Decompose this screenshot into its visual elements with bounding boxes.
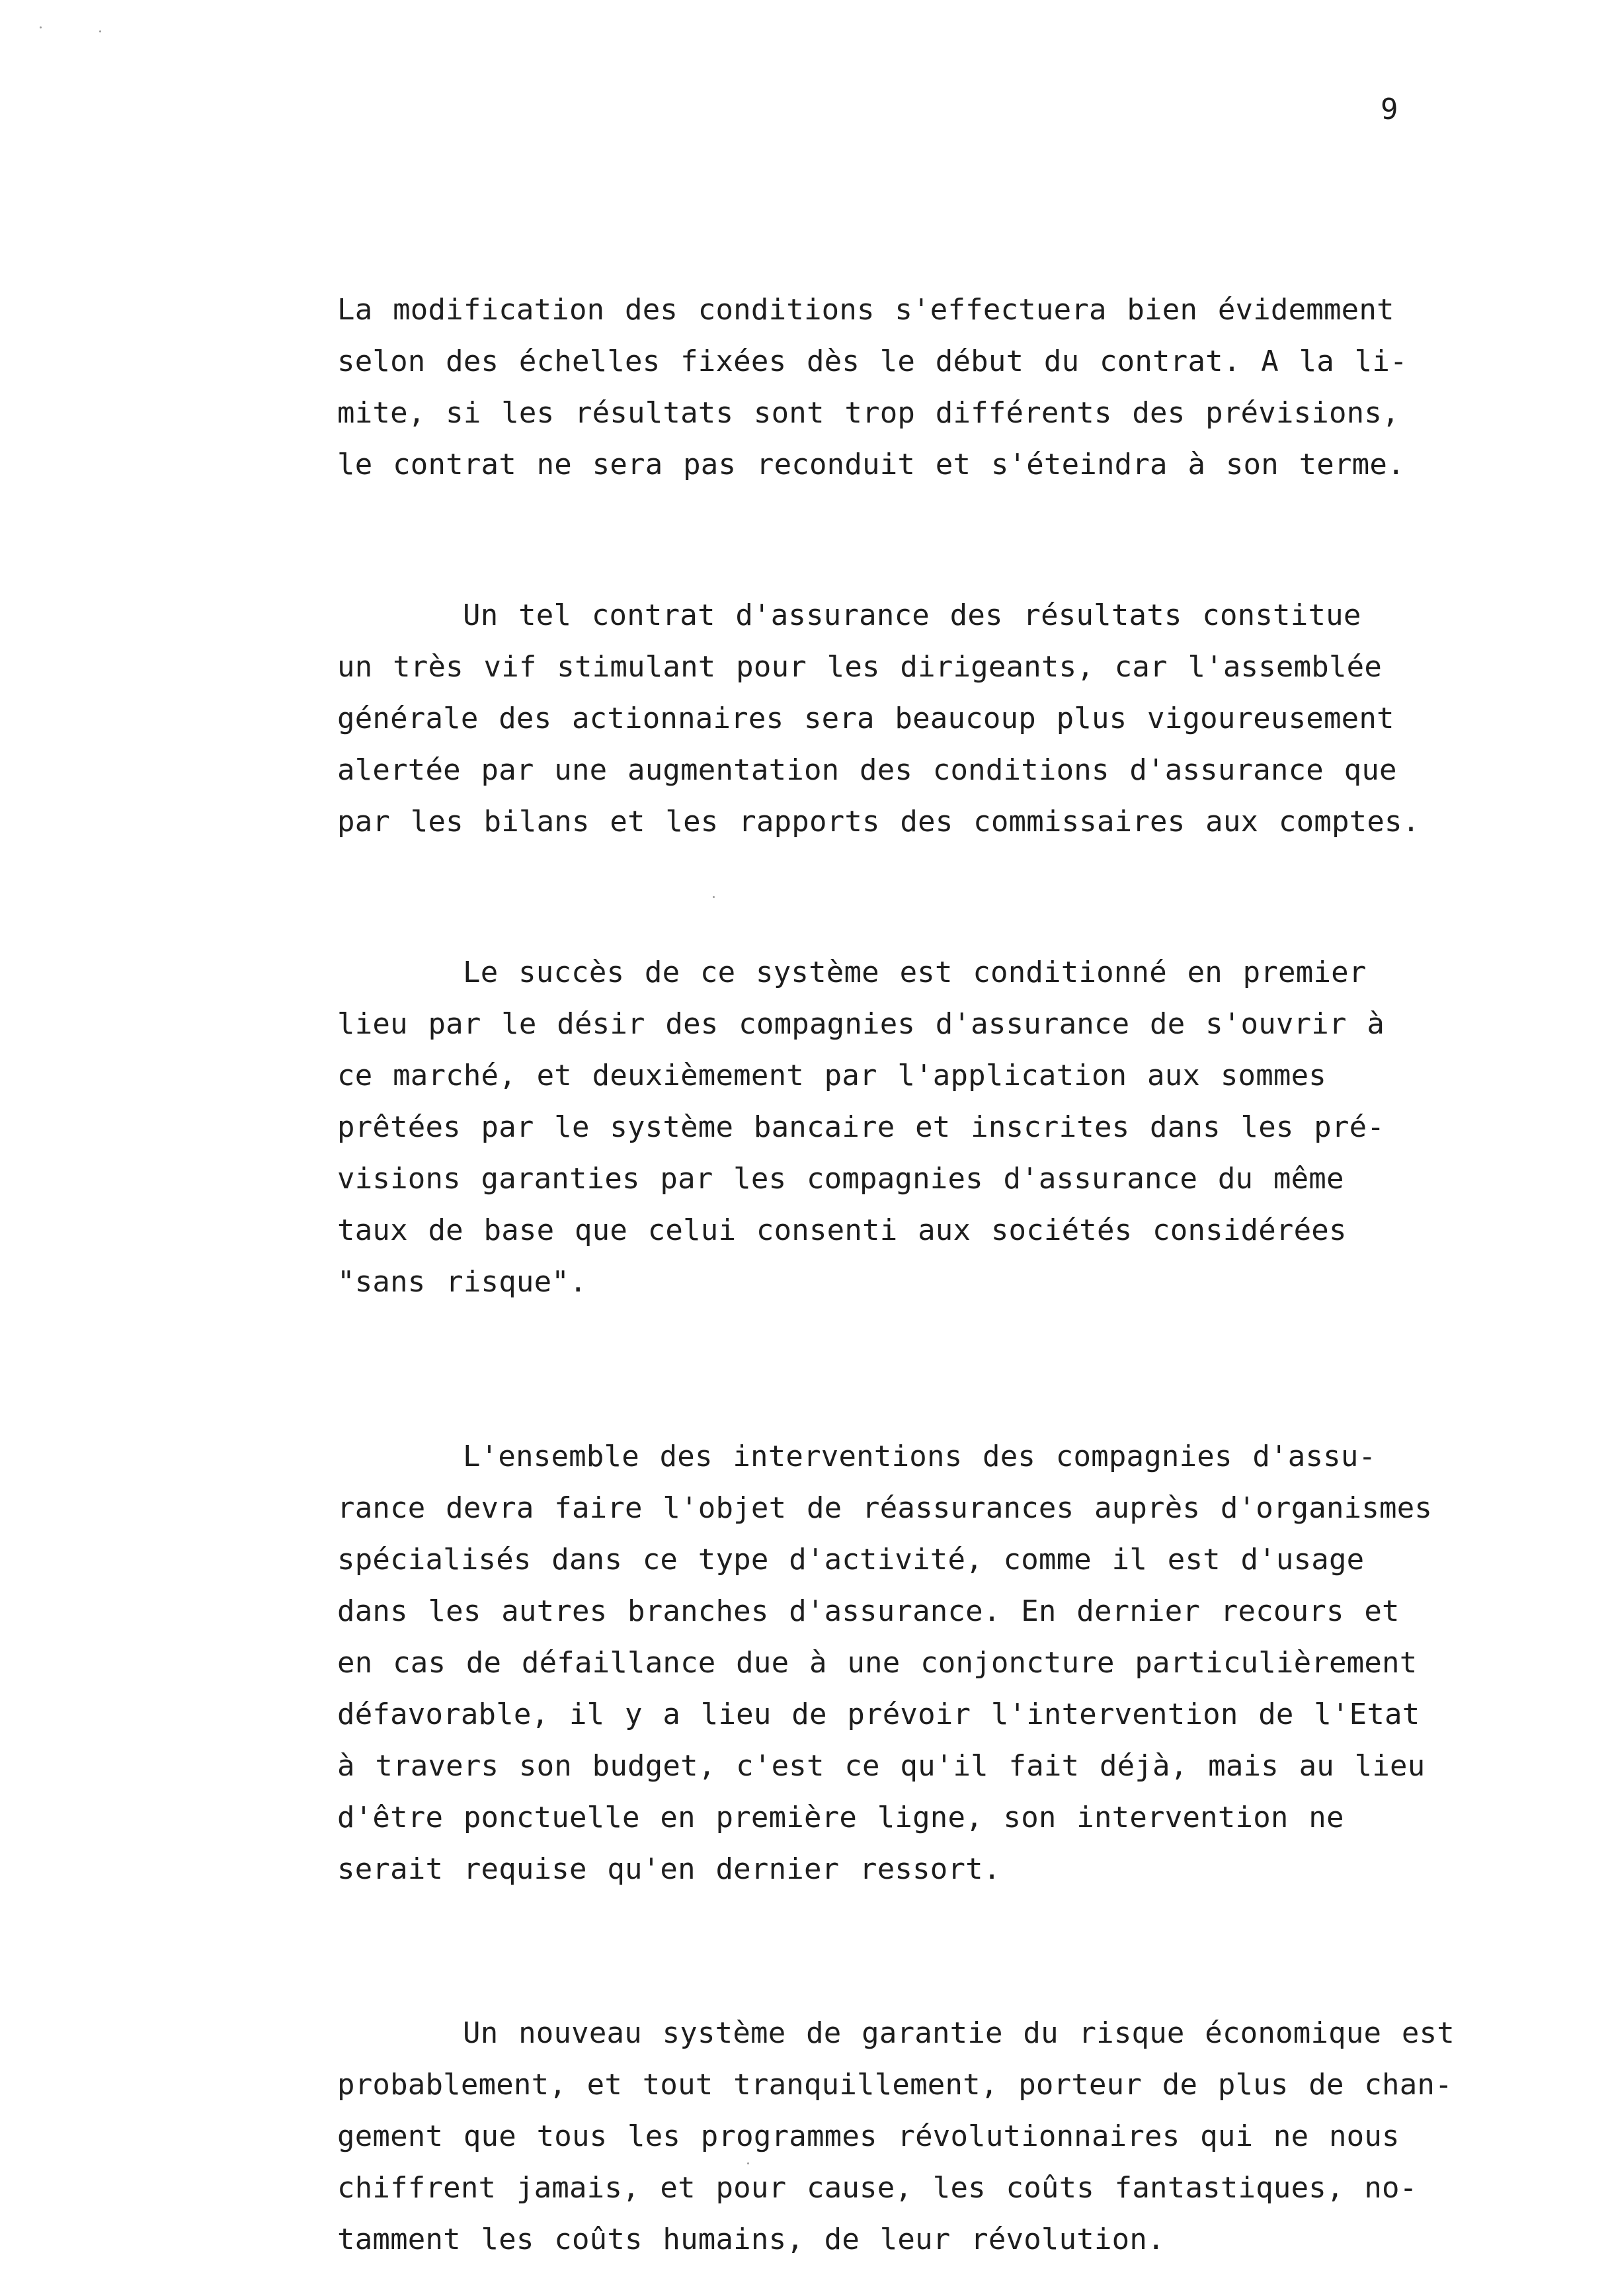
- document-body: [337, 284, 1455, 2266]
- text-line: Un nouveau système de garantie du risque économique est: [463, 2016, 1455, 2050]
- text-line: "sans risque".: [337, 1265, 587, 1299]
- paragraph-reinsurance: [337, 1431, 1433, 1895]
- text-line: gement que tous les programmes révolutionnaires qui ne nous: [337, 2119, 1400, 2153]
- scan-speck: [747, 2162, 749, 2164]
- text-line: tamment les coûts humains, de leur révolution.: [337, 2223, 1165, 2256]
- text-line: d'être ponctuelle en première ligne, son intervention ne: [337, 1801, 1344, 1834]
- text-line: mite, si les résultats sont trop différents des prévisions,: [337, 396, 1400, 430]
- text-line: selon des échelles fixées dès le début du contrat. A la li-: [337, 345, 1408, 378]
- text-line: un très vif stimulant pour les dirigeants, car l'assemblée: [337, 650, 1383, 684]
- scan-speck: [99, 30, 101, 32]
- page-number: 9: [1381, 93, 1398, 126]
- scan-speck: [40, 26, 42, 28]
- text-line: probablement, et tout tranquillement, porteur de plus de chan-: [337, 2068, 1453, 2102]
- text-line: Le succès de ce système est conditionné en premier: [463, 956, 1367, 989]
- text-line: La modification des conditions s'effectuera bien évidemment: [337, 293, 1394, 327]
- text-line: alertée par une augmentation des conditions d'assurance que: [337, 753, 1397, 787]
- text-line: L'ensemble des interventions des compagnies d'assu-: [463, 1440, 1377, 1473]
- text-line: en cas de défaillance due à une conjoncture particulièrement: [337, 1646, 1418, 1680]
- text-line: à travers son budget, c'est ce qu'il fait déjà, mais au lieu: [337, 1749, 1426, 1783]
- text-line: par les bilans et les rapports des commissaires aux comptes.: [337, 805, 1420, 839]
- text-line: taux de base que celui consenti aux sociétés considérées: [337, 1213, 1347, 1247]
- text-line: serait requise qu'en dernier ressort.: [337, 1852, 1001, 1886]
- paragraph-insurance-contract: [337, 590, 1420, 848]
- text-line: rance devra faire l'objet de réassurances auprès d'organismes: [337, 1491, 1433, 1525]
- paragraph-new-guarantee-system: [337, 2008, 1455, 2266]
- text-line: dans les autres branches d'assurance. En dernier recours et: [337, 1594, 1400, 1628]
- text-line: spécialisés dans ce type d'activité, comme il est d'usage: [337, 1543, 1365, 1577]
- text-line: visions garanties par les compagnies d'assurance du même: [337, 1162, 1344, 1196]
- text-line: défavorable, il y a lieu de prévoir l'intervention de l'Etat: [337, 1698, 1420, 1731]
- text-line: le contrat ne sera pas reconduit et s'éteindra à son terme.: [337, 448, 1405, 481]
- text-line: Un tel contrat d'assurance des résultats constitue: [463, 598, 1361, 632]
- paragraph-conditions-modification: [337, 284, 1408, 491]
- text-line: chiffrent jamais, et pour cause, les coûts fantastiques, no-: [337, 2171, 1418, 2205]
- scan-speck: [713, 896, 715, 898]
- paragraph-system-success: [337, 947, 1408, 1308]
- text-line: générale des actionnaires sera beaucoup plus vigoureusement: [337, 702, 1394, 735]
- text-line: ce marché, et deuxièmement par l'application aux sommes: [337, 1059, 1326, 1092]
- text-line: lieu par le désir des compagnies d'assurance de s'ouvrir à: [337, 1007, 1385, 1041]
- text-line: prêtées par le système bancaire et inscrites dans les pré-: [337, 1110, 1385, 1144]
